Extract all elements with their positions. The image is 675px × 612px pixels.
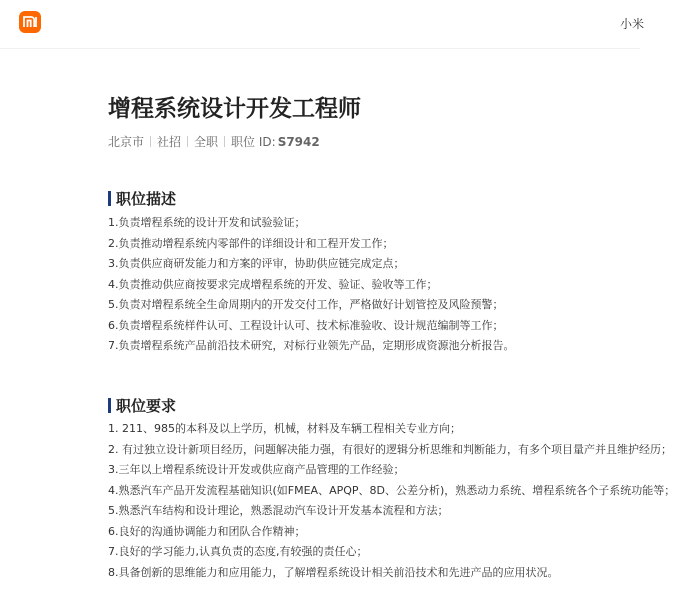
top-nav-link[interactable]: 小米 — [620, 17, 645, 31]
job-title: 增程系统设计开发工程师 — [108, 96, 361, 122]
description-item: 2.负责推动增程系统内零部件的详细设计和工程开发工作； — [108, 236, 394, 250]
job-type: 社招 — [157, 135, 182, 149]
job-schedule: 全职 — [194, 135, 219, 149]
requirement-item: 6.良好的沟通协调能力和团队合作精神； — [108, 524, 306, 538]
description-heading-text: 职位描述 — [116, 190, 177, 208]
requirement-item: 1. 211、985的本科及以上学历，机械，材料及车辆工程相关专业方向； — [108, 422, 461, 435]
requirements-heading-text: 职位要求 — [116, 397, 177, 415]
requirement-item: 2. 有过独立设计新项目经历，问题解决能力强，有很好的逻辑分析思维和判断能力，有多个项目量产并且维护经历； — [108, 442, 672, 456]
requirements-heading — [108, 395, 176, 416]
top-bar — [0, 0, 645, 49]
job-meta — [108, 133, 320, 150]
xiaomi-logo[interactable] — [19, 11, 41, 33]
requirement-item: 5.熟悉汽车结构和设计理论，熟悉混动汽车设计开发基本流程和方法； — [108, 504, 449, 517]
description-list — [108, 213, 515, 357]
heading-accent-bar — [108, 398, 111, 413]
requirement-item: 7.良好的学习能力,认真负责的态度,有较强的责任心； — [108, 545, 368, 558]
meta-divider — [224, 136, 225, 147]
requirement-item: 8.具备创新的思维能力和应用能力，了解增程系统设计相关前沿技术和先进产品的应用状况。 — [108, 565, 559, 579]
description-item: 4.负责推动供应商按要求完成增程系统的开发、验证、验收等工作； — [108, 277, 438, 291]
description-item: 6.负责增程系统样件认可、工程设计认可、技术标准验收、设计规范编制等工作； — [108, 318, 504, 332]
meta-divider — [187, 136, 188, 147]
job-id-label: 职位 ID: — [231, 135, 276, 149]
requirement-item: 4.熟悉汽车产品开发流程基础知识(如FMEA、APQP、8D、公差分析)，熟悉动力系统、增程系统各个子系统功能等； — [108, 483, 675, 497]
requirement-item: 3.三年以上增程系统设计开发或供应商产品管理的工作经验； — [108, 463, 405, 476]
description-item: 7.负责增程系统产品前沿技术研究，对标行业领先产品，定期形成资源池分析报告。 — [108, 339, 515, 352]
description-item: 1.负责增程系统的设计开发和试验验证； — [108, 216, 306, 229]
requirements-list — [108, 419, 675, 583]
job-id-value: S7942 — [277, 134, 320, 149]
description-heading — [108, 188, 176, 209]
job-city: 北京市 — [108, 135, 145, 149]
description-item: 3.负责供应商研发能力和方案的评审，协助供应链完成定点； — [108, 257, 405, 270]
heading-accent-bar — [108, 191, 111, 206]
xiaomi-logo-icon — [23, 16, 37, 28]
description-item: 5.负责对增程系统全生命周期内的开发交付工作，严格做好计划管控及风险预警； — [108, 298, 504, 311]
meta-divider — [150, 136, 151, 147]
